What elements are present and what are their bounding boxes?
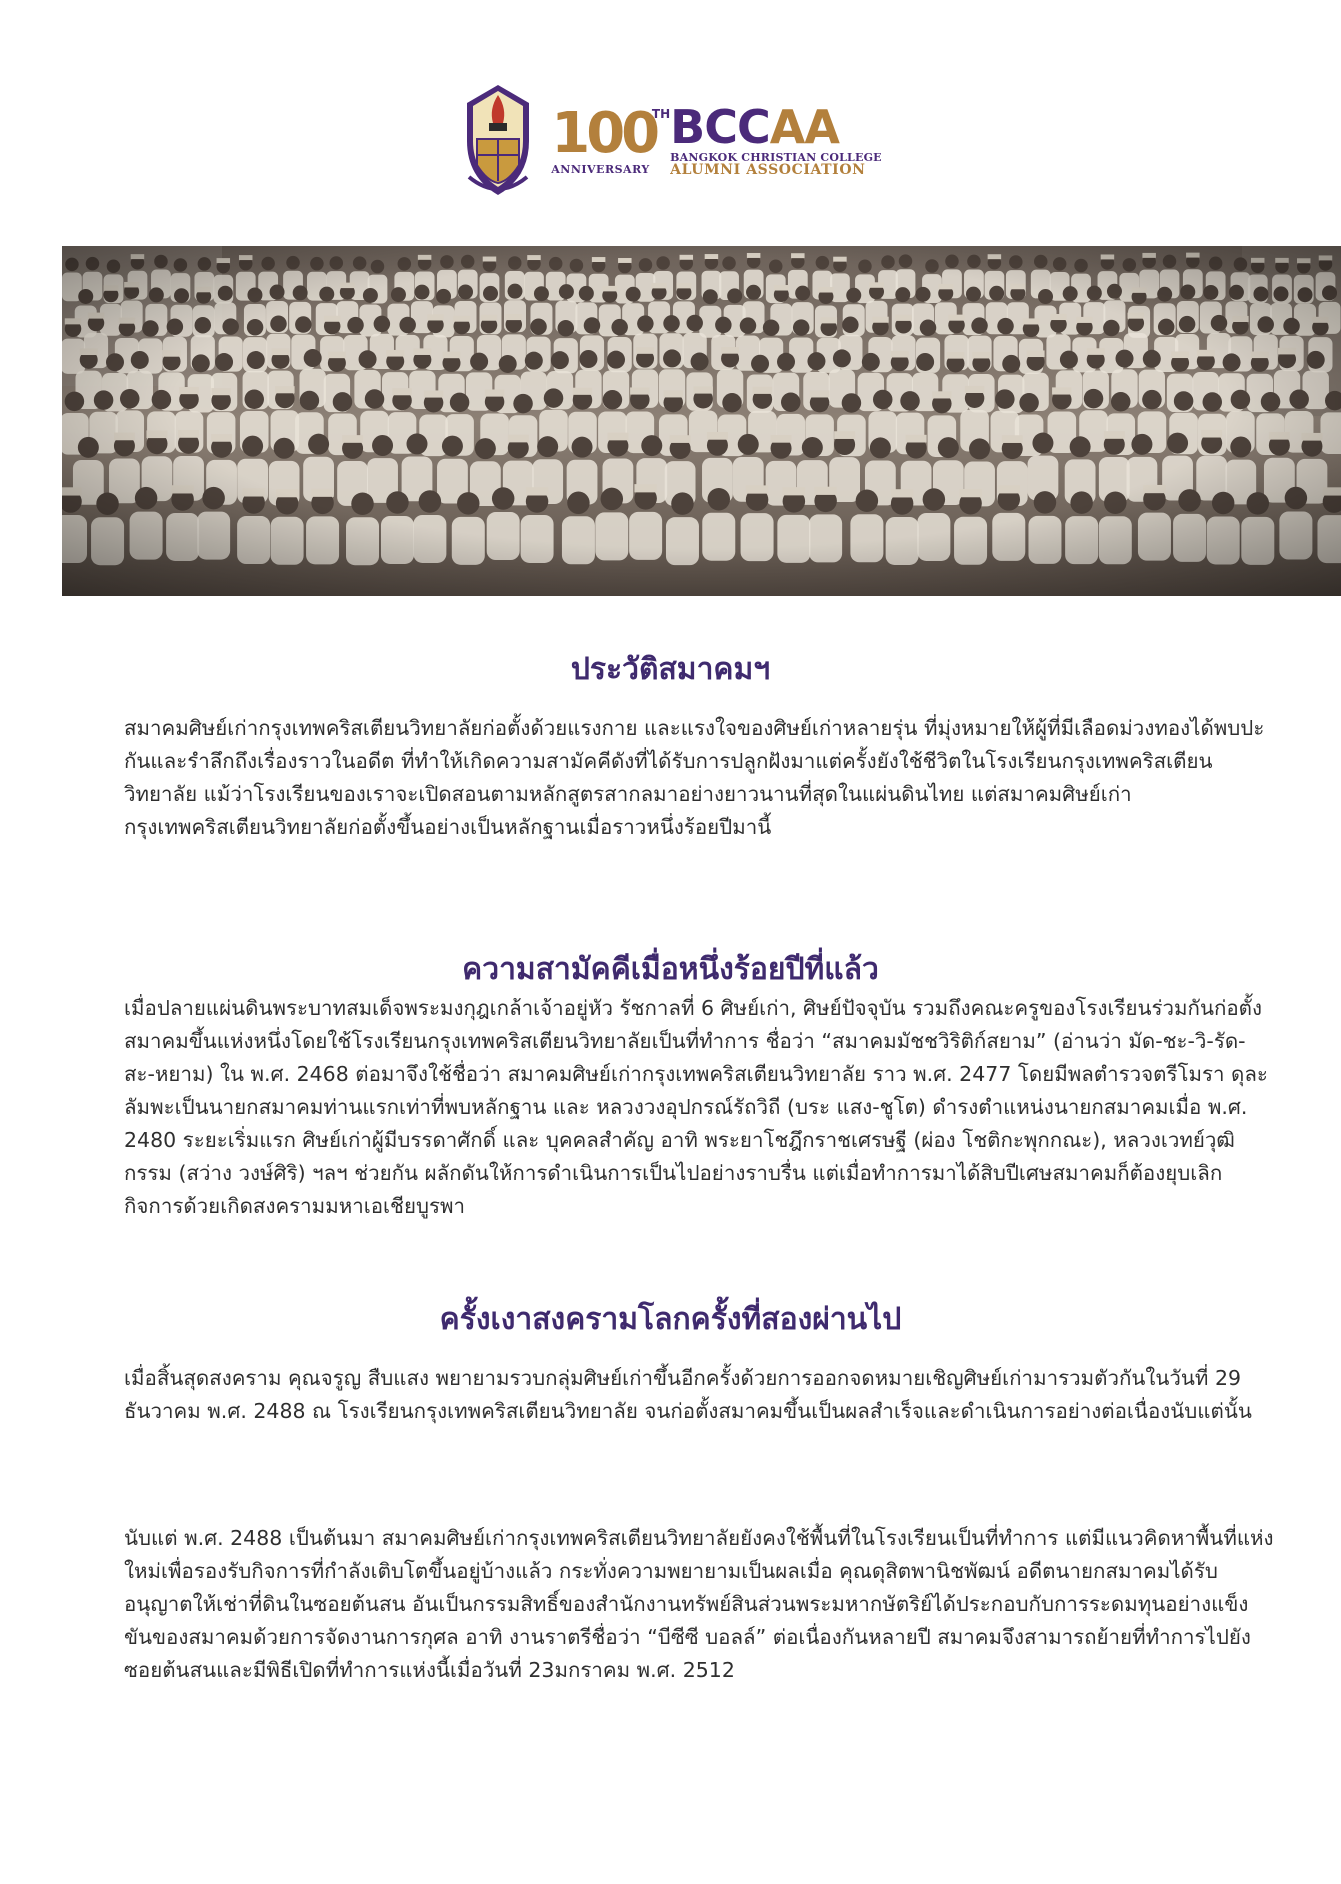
association-name-line1: BANGKOK CHRISTIAN COLLEGE (670, 150, 882, 164)
school-crest-icon (459, 81, 537, 199)
association-abbr (670, 99, 882, 154)
historic-group-photo (62, 246, 1341, 596)
anniversary-suffix: TH (651, 106, 671, 121)
anniversary-word: ANNIVERSARY (551, 162, 650, 176)
association-name-line2: ALUMNI ASSOCIATION (670, 161, 866, 178)
association-abbr-part2: AA (769, 99, 839, 154)
anniversary-number (551, 100, 671, 166)
section-paragraph-unity: เมื่อปลายแผ่นดินพระบาทสมเด็จพระมงกุฎเกล้าเจ้าอยู่หัว รัชกาลที่ 6 ศิษย์เก่า, ศิษย์ปัจจุบัน รวมถึงคณะครูของโรงเรียนร่วมกันก่อตั้งสมาคมขึ้นแห่งหนึ่งโดยใช้โรงเรียนกรุงเทพคริสเตียนวิทยาลัยเป็นที่ทำการ ชื่อว่า “สมาคมมัชชวิริติก์สยาม” (อ่านว่า มัด-ชะ-วิ-รัด-สะ-หยาม) ใน พ.ศ. 2468 ต่อมาจึงใช้ชื่อว่า สมาคมศิษย์เก่ากรุงเทพคริสเตียนวิทยาลัย ราว พ.ศ. 2477 โดยมีพลตำรวจตรีโมรา ดุละลัมพะเป็นนายกสมาคมท่านแรกเท่าที่พบหลักฐาน และ หลวงวงอุปกรณ์รัถวิถี (บระ แสง-ชูโต) ดำรงตำแหน่งนายกสมาคมเมื่อ พ.ศ. 2480 ระยะเริ่มแรก ศิษย์เก่าผู้มีบรรดาศักดิ์ และ บุคคลสำคัญ อาทิ พระยาโชฎึกราชเศรษฐี (ผ่อง โชติกะพุกกณะ), หลวงเวทย์วุฒิกรรม (สว่าง วงษ์ศิริ) ฯลฯ ช่วยกัน ผลักดันให้การดำเนินการเป็นไปอย่างราบรื่น แต่เมื่อทำการมาได้สิบปีเศษสมาคมก็ต้องยุบเลิกกิจการด้วยเกิดสงครามมหาเอเชียบูรพา (124, 996, 1268, 1218)
anniversary-mark (551, 100, 671, 176)
section-heading-postwar: ครั้งเงาสงครามโลกครั้งที่สองผ่านไป (439, 1303, 902, 1336)
section-paragraph-postwar-1: เมื่อสิ้นสุดสงคราม คุณจรูญ สืบแสง พยายามรวบกลุ่มศิษย์เก่าขึ้นอีกครั้งด้วยการออกจดหมายเชิญศิษย์เก่ามารวมตัวกันในวันที่ 29 ธันวาคม พ.ศ. 2488 ณ โรงเรียนกรุงเทพคริสเตียนวิทยาลัย จนก่อตั้งสมาคมขึ้นเป็นผลสำเร็จและดำเนินการอย่างต่อเนื่องนับแต่นั้น (124, 1366, 1252, 1423)
section-heading-unity: ความสามัคคีเมื่อหนึ่งร้อยปีที่แล้ว (462, 953, 879, 986)
association-abbr-part1: BCC (670, 99, 770, 154)
section-paragraph-postwar-2: นับแต่ พ.ศ. 2488 เป็นต้นมา สมาคมศิษย์เก่ากรุงเทพคริสเตียนวิทยาลัยยังคงใช้พื้นที่ในโรงเรียนเป็นที่ทำการ แต่มีแนวคิดหาพื้นที่แห่งใหม่เพื่อรองรับกิจการที่กำลังเติบโตขึ้นอยู่บ้างแล้ว กระทั่งความพยายามเป็นผลเมื่อ คุณดุสิตพานิชพัฒน์ อดีตนายกสมาคมได้รับอนุญาตให้เช่าที่ดินในซอยต้นสน อันเป็นกรรมสิทธิ์ของสำนักงานทรัพย์สินส่วนพระมหากษัตริย์ได้ประกอบกับการระดมทุนอย่างแข็งขันของสมาคมด้วยการจัดงานการกุศล อาทิ งานราตรีชื่อว่า “บีซีซี บอลล์” ต่อเนื่องกันหลายปี สมาคมจึงสามารถย้ายที่ทำการไปยังซอยต้นสนและมีพิธีเปิดที่ทำการแห่งนี้เมื่อวันที่ 23มกราคม พ.ศ. 2512 (124, 1526, 1274, 1682)
group-photo-image (62, 246, 1341, 596)
association-mark (670, 99, 882, 178)
anniversary-number-text: 100 (551, 100, 657, 166)
section-heading-history: ประวัติสมาคมฯ (570, 653, 771, 686)
header-logos (0, 80, 1341, 200)
section-paragraph-history: สมาคมศิษย์เก่ากรุงเทพคริสเตียนวิทยาลัยก่อตั้งด้วยแรงกาย และแรงใจของศิษย์เก่าหลายรุ่น ที่มุ่งหมายให้ผู้ที่มีเลือดม่วงทองได้พบปะกันและรำลึกถึงเรื่องราวในอดีต ที่ทำให้เกิดความสามัคคีดังที่ได้รับการปลูกฝังมาแต่ครั้งยังใช้ชีวิตในโรงเรียนกรุงเทพคริสเตียนวิทยาลัย แม้ว่าโรงเรียนของเราจะเปิดสอนตามหลักสูตรสากลมาอย่างยาวนานที่สุดในแผ่นดินไทย แต่สมาคมศิษย์เก่ากรุงเทพคริสเตียนวิทยาลัยก่อตั้งขึ้นอย่างเป็นหลักฐานเมื่อราวหนึ่งร้อยปีมานี้ (124, 716, 1265, 839)
